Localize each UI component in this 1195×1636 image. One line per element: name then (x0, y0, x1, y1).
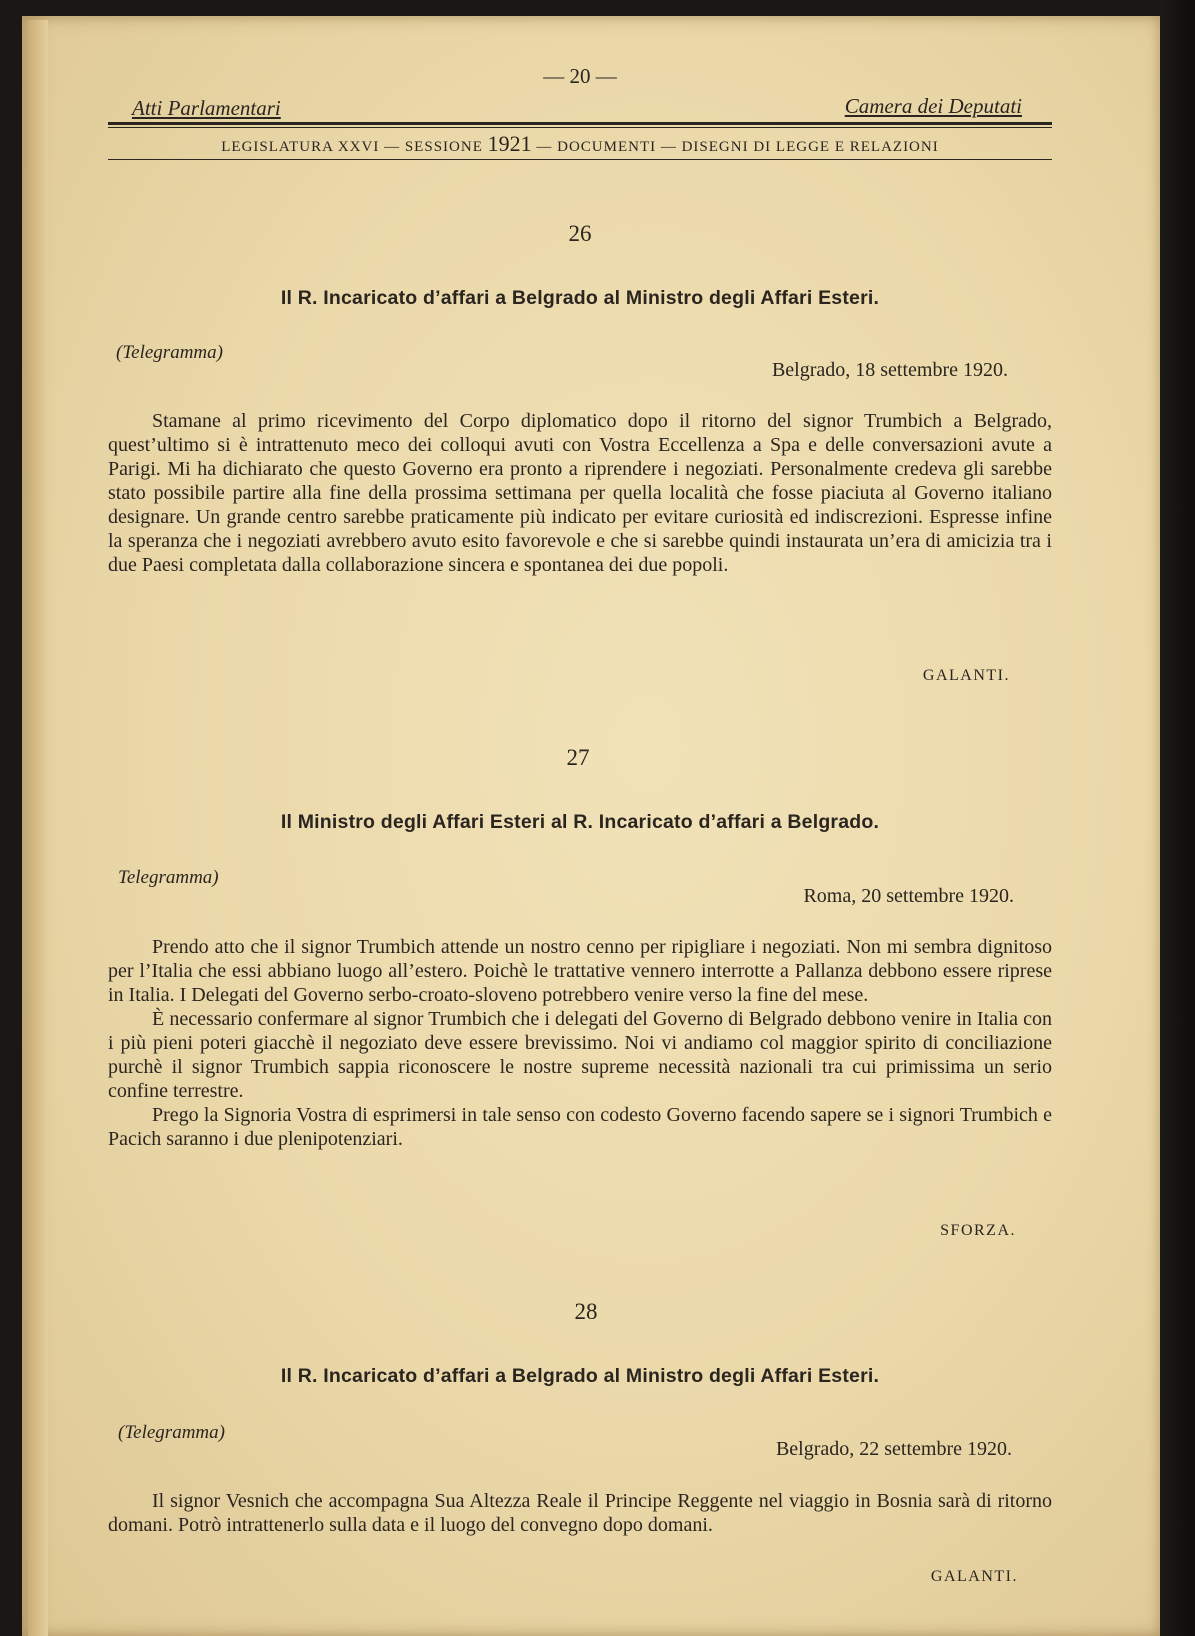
header-rule (108, 122, 1052, 125)
paragraph: Il signor Vesnich che accompagna Sua Altezza Reale il Principe Reggente nel viaggio in Bosnia sarà di ritorno domani. Potrò intrattenerlo sulla data e il luogo del convegno dopo domani. (108, 1490, 1052, 1536)
document-type: Telegramma) (118, 867, 219, 888)
legislature-line (108, 132, 1052, 159)
header-rule-bottom (108, 159, 1052, 160)
document-body (108, 1489, 1052, 1537)
dateline: Belgrado, 22 settembre 1920. (775, 1438, 1012, 1460)
header-rule-thin (108, 127, 1052, 128)
header-left: Atti Parlamentari (132, 96, 281, 120)
legislature-prefix: LEGISLATURA XXVI — SESSIONE (221, 139, 488, 155)
document-title: Il R. Incaricato d’affari a Belgrado al Ministro degli Affari Esteri. (280, 287, 880, 309)
header-right: Camera dei Deputati (844, 94, 1022, 118)
binding-shadow (1160, 0, 1195, 1636)
signature: SFORZA. (940, 1222, 1016, 1239)
document-body (108, 409, 1052, 577)
document-number: 27 (566, 745, 590, 770)
document-body (108, 935, 1052, 1151)
paragraph: Prego la Signoria Vostra di esprimersi in tale senso con codesto Governo facendo sapere se i signori Trumbich e Pacich saranno i due plenipotenziari. (108, 1104, 1052, 1150)
page-edge (28, 20, 48, 1636)
dateline: Roma, 20 settembre 1920. (803, 885, 1014, 907)
paragraph: Stamane al primo ricevimento del Corpo diplomatico dopo il ritorno del signor Trumbich a Belgrado, quest’ultimo si è intrattenuto meco dei colloqui avuti con Vostra Eccellenza a Spa e delle conversazioni avute a Parigi. Mi ha dichiarato che questo Governo era pronto a riprendere i negoziati. Personalmente credeva gli sarebbe stato possibile partire alla fine della prossima settimana per quella località che fosse piaciuta al Governo italiano designare. Un grande centro sarebbe praticamente più indicato per evitare curiosità ed indiscrezioni. Espresse infine la speranza che i negoziati avrebbero avuto esito favorevole e che si sarebbe quindi instaurata un’era di amicizia tra i due Paesi completata dalla collaborazione sincera e spontanea dei due popoli. (108, 410, 1052, 576)
document-title: Il Ministro degli Affari Esteri al R. Incaricato d’affari a Belgrado. (280, 811, 880, 833)
legislature-suffix: — DOCUMENTI — DISEGNI DI LEGGE E RELAZIONI (531, 139, 939, 155)
document-number: 26 (568, 221, 592, 246)
document-type: (Telegramma) (118, 1422, 225, 1443)
document-title: Il R. Incaricato d’affari a Belgrado al Ministro degli Affari Esteri. (280, 1365, 880, 1387)
signature: GALANTI. (930, 1568, 1018, 1585)
document-number: 28 (574, 1299, 598, 1324)
dateline: Belgrado, 18 settembre 1920. (771, 359, 1008, 381)
signature: GALANTI. (922, 667, 1010, 684)
document-type: (Telegramma) (116, 342, 223, 363)
page-number: — 20 — (543, 64, 617, 88)
paragraph: È necessario confermare al signor Trumbich che i delegati del Governo di Belgrado debbono venire in Italia con i più pieni poteri giacchè il negoziato deve essere brevissimo. Noi vi andiamo col maggior spirito di conciliazione purchè il signor Trumbich sappia riconoscere le nostre supreme necessità nazionali tra cui primissima un serio confine terrestre. (108, 1008, 1052, 1102)
session-year: 1921 (487, 131, 532, 156)
paragraph: Prendo atto che il signor Trumbich attende un nostro cenno per ripigliare i negoziati. Non mi sembra dignitoso per l’Italia che essi abbiano luogo all’estero. Poichè le trattative vennero interrotte a Pallanza debbono essere riprese in Italia. I Delegati del Governo serbo-croato-sloveno potrebbero venire verso la fine del mese. (108, 936, 1052, 1006)
